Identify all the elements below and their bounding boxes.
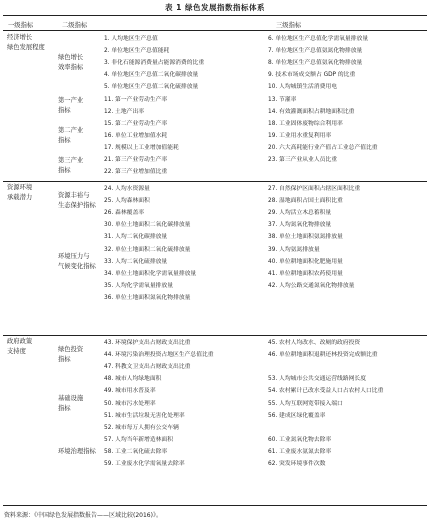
- indicator-item: 39. 人均氨氮排放量: [268, 246, 320, 253]
- indicator-item: 36. 单位土地面积氮氧化物排放量: [104, 294, 191, 301]
- indicator-item: 50. 城市污水处理率: [104, 400, 156, 407]
- indicator-item: 60. 工业氮氧化物去除率: [268, 436, 332, 443]
- indicator-item: 37. 人均氮氧化物排放量: [268, 222, 332, 229]
- indicator-item: 6. 单位地区生产总值化学需氧量排放量: [268, 36, 369, 42]
- indicator-item: 41. 单位耕地面积农药使用量: [268, 270, 343, 277]
- indicator-item: 15. 第二产业劳动生产率: [104, 120, 168, 127]
- indicator-item: 29. 人均活立木总蓄积量: [268, 210, 332, 217]
- indicator-item: 42. 人均公路交通氮氧化物排放量: [268, 282, 355, 289]
- indicator-item: 48. 城市人均绿地面积: [104, 376, 162, 383]
- level2-label: 指标: [58, 167, 71, 175]
- level2-label: 指标: [58, 136, 71, 144]
- level2-label: 指标: [58, 356, 71, 364]
- indicator-item: 33. 人均二氧化硫排放量: [104, 258, 168, 265]
- indicator-item: 59. 工业废水化学需氧量去除率: [104, 461, 185, 467]
- indicator-item: 19. 工业用水重复利用率: [268, 132, 332, 139]
- level2-label: 第三产业: [58, 157, 84, 165]
- indicator-item: 47. 科教文卫支出占财政支出比重: [104, 364, 191, 371]
- indicator-item: 25. 人均森林面积: [104, 198, 150, 205]
- top-rule: [3, 15, 427, 16]
- section-rule: [3, 335, 427, 336]
- indicator-item: 24. 人均水资源量: [104, 186, 150, 192]
- header-level2: 二级指标: [62, 22, 88, 29]
- indicator-item: 3. 非化石能源消费量占能源消费的比重: [104, 60, 205, 67]
- indicator-item: 40. 单位耕地面积化肥施用量: [268, 258, 343, 265]
- indicator-item: 21. 第三产业劳动生产率: [104, 157, 168, 163]
- indicator-item: 30. 单位土地面积二氧化碳排放量: [104, 222, 191, 229]
- indicator-item: 34. 单位土地面积化学需氧量排放量: [104, 270, 197, 277]
- level2-label: 基础设施: [58, 394, 84, 402]
- indicator-item: 16. 单位工业增加值水耗: [104, 132, 168, 139]
- level2-label: 生态保护指标: [58, 202, 96, 210]
- indicator-item: 51. 城市生活垃圾无害化处理率: [104, 412, 185, 419]
- level2-label: 绿色投资: [58, 346, 84, 354]
- indicator-item: 2. 单位地区生产总值能耗: [104, 48, 170, 55]
- level1-label: 绿色发展程度: [7, 44, 45, 51]
- level1-label: 资源环境: [7, 184, 33, 191]
- indicator-item: 52. 城市每万人拥有公交车辆: [104, 424, 179, 431]
- level2-label: 指标: [58, 106, 71, 114]
- indicator-item: 9. 技术市场成交额占 GDP 的比重: [268, 72, 356, 79]
- header-level3: 三级指标: [276, 22, 302, 29]
- indicator-item: 57. 人均当年新增造林面积: [104, 436, 174, 443]
- indicator-item: 26. 森林覆盖率: [104, 210, 145, 217]
- source-note: 资料来源：《中国绿色发展指数报告——区域比较(2016)》。: [4, 512, 162, 519]
- indicator-item: 4. 单位地区生产总值二氧化碳排放量: [104, 72, 199, 79]
- indicator-item: 11. 第一产业劳动生产率: [104, 96, 168, 103]
- indicator-item: 28. 湿地面积占国土面积比重: [268, 198, 343, 205]
- indicator-item: 18. 工业固体废物综合利用率: [268, 120, 343, 127]
- indicator-item: 45. 农村人均改水、改厕的政府投资: [268, 340, 361, 346]
- level2-label: 环境治理指标: [58, 447, 96, 455]
- header-level1: 一级指标: [8, 22, 34, 29]
- level1-label: 政府政策: [7, 338, 33, 345]
- indicator-item: 43. 环境保护支出占财政支出比重: [104, 340, 191, 346]
- indicator-item: 27. 自然保护区面积占辖区面积比重: [268, 186, 361, 192]
- level1-label: 经济增长: [7, 34, 33, 41]
- indicator-item: 38. 单位土地面积氨氮排放量: [268, 234, 343, 241]
- level2-label: 环境压力与: [58, 252, 90, 260]
- indicator-item: 7. 单位地区生产总值氨氮化物排放量: [268, 48, 363, 55]
- level2-label: 绿色增长: [58, 54, 84, 62]
- indicator-item: 22. 第三产业增加值比重: [104, 169, 168, 176]
- indicator-item: 62. 突发环境事件次数: [268, 461, 326, 467]
- level2-label: 指标: [58, 404, 71, 412]
- section-rule: [3, 181, 427, 182]
- indicator-item: 56. 建成区绿化覆盖率: [268, 412, 326, 419]
- indicator-item: 23. 第三产业从业人员比重: [268, 157, 338, 163]
- indicator-item: 46. 单位耕地面积退耕还林投资完成额比重: [268, 352, 378, 359]
- indicator-item: 10. 人均城镇生活消费用电: [268, 84, 338, 91]
- indicator-item: 13. 节灌率: [268, 96, 297, 103]
- indicator-item: 20. 六大高耗能行业产值占工业总产值比重: [268, 144, 378, 151]
- level2-label: 效率指标: [58, 64, 84, 72]
- level2-label: 资源丰裕与: [58, 192, 90, 200]
- indicator-item: 8. 单位地区生产总值氨氧化物排放量: [268, 60, 363, 67]
- level2-label: 第二产业: [58, 126, 84, 134]
- level2-label: 气候变化指标: [58, 262, 96, 270]
- level2-label: 第一产业: [58, 96, 84, 104]
- indicator-item: 61. 工业废水氨氮去除率: [268, 448, 332, 455]
- indicator-item: 58. 工业二氧化硫去除率: [104, 448, 168, 455]
- level1-label: 支持度: [7, 348, 26, 355]
- level1-label: 承载潜力: [7, 194, 33, 201]
- indicator-item: 53. 人均城市公共交通运营线路网长度: [268, 376, 367, 383]
- indicator-item: 5. 单位地区生产总值二氧化硫排放量: [104, 84, 199, 91]
- indicator-item: 12. 土地产出率: [104, 108, 145, 115]
- indicator-item: 44. 环境污染治理投资占地区生产总值比重: [104, 352, 214, 359]
- indicator-item: 17. 规模以上工业增加值能耗: [104, 144, 179, 151]
- indicator-item: 32. 单位土地面积二氧化硫排放量: [104, 246, 191, 253]
- header-rule: [3, 30, 427, 31]
- bottom-rule: [3, 505, 427, 506]
- indicator-item: 14. 有效灌溉面积占耕地面积比重: [268, 108, 355, 115]
- indicator-item: 49. 城市用水普及率: [104, 388, 156, 395]
- indicator-item: 1. 人均地区生产总值: [104, 36, 158, 42]
- table-title: 表 1 绿色发展指数指标体系: [165, 3, 265, 12]
- indicator-item: 54. 农村累计已改水受益人口占农村人口比重: [268, 388, 384, 395]
- indicator-item: 31. 人均二氧化碳排放量: [104, 234, 168, 241]
- indicator-item: 55. 人均互联网宽带接入端口: [268, 400, 343, 407]
- indicator-item: 35. 人均化学需氧量排放量: [104, 282, 174, 289]
